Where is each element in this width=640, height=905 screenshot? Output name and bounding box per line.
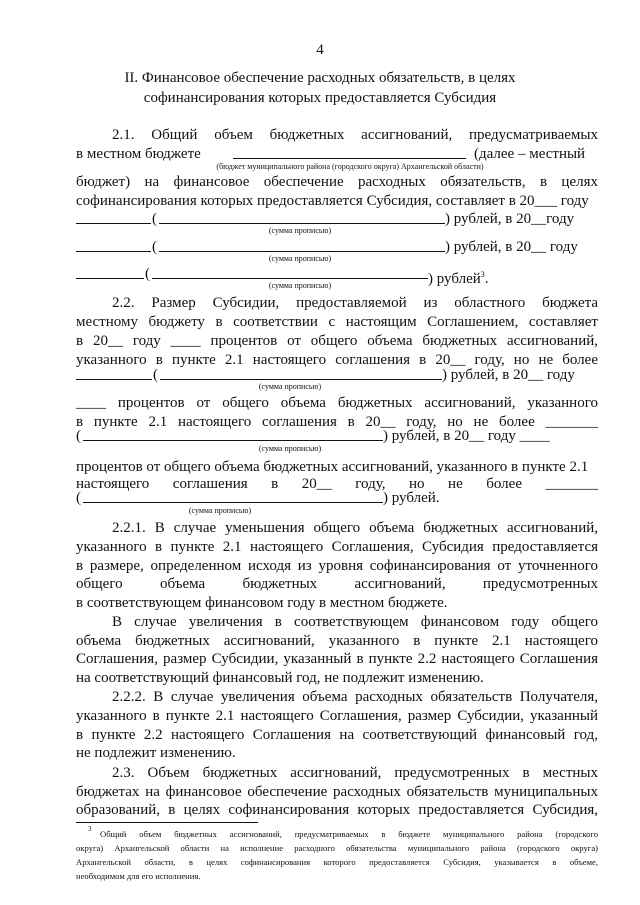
budget-name-blank — [233, 158, 466, 159]
p-incr-line-2: объема бюджетных ассигнований, указанного в пункте 2.1 настоящего — [76, 633, 598, 649]
p21-line-2-suffix: (далее – местный — [474, 146, 586, 162]
amount-caption: (сумма прописью) — [268, 226, 332, 235]
p22-line-7: в пункте 2.1 настоящего соглашения в 20__ году, но не более _______ — [76, 414, 598, 430]
amount-caption: (сумма прописью) — [188, 506, 252, 515]
p22-line-6: ____ процентов от общего объема бюджетных ассигнований, указанного — [76, 395, 598, 411]
p22-line-5-suffix: ) рублей, в 20__ году — [442, 367, 575, 383]
amount-blank — [76, 379, 152, 380]
footnote-ref: 3 — [480, 270, 485, 279]
p23-line-3: образований, в целях софинансирования которых предоставляется Субсидия, — [76, 802, 598, 818]
page-number: 4 — [316, 42, 324, 58]
p22-line-2: местному бюджету в соответствии с настоящим Соглашением, составляет — [76, 314, 598, 330]
p21-line-2-prefix: в местном бюджете — [76, 146, 201, 162]
footnote-mark: 3 — [88, 825, 92, 833]
open-paren: ( — [152, 239, 157, 255]
p222-line-4: не подлежит изменению. — [76, 745, 236, 761]
amount-in-words-blank — [159, 251, 445, 252]
p-incr-line-1: В случае увеличения в соответствующем финансовом году общего — [112, 614, 598, 630]
amount-caption: (сумма прописью) — [258, 444, 322, 453]
open-paren: ( — [145, 266, 150, 282]
open-paren: ( — [76, 428, 81, 444]
footnote-line-1: Общий объем бюджетных ассигнований, предусматриваемых в бюджете муниципального района (городского — [100, 829, 598, 839]
p21-line-1: 2.1. Общий объем бюджетных ассигнований, предусматриваемых — [112, 127, 598, 143]
p21-line-6-suffix: ) рублей, в 20__ году — [445, 239, 578, 255]
p22-line-8-suffix: ) рублей, в 20__ году ____ — [383, 428, 550, 444]
p21-line-7 — [428, 266, 489, 288]
p22-line-10: настоящего соглашения в 20__ году, но не более _______ — [76, 476, 598, 492]
p221-line-1: 2.2.1. В случае уменьшения общего объема бюджетных ассигнований, — [112, 520, 598, 536]
amount-in-words-blank — [83, 502, 383, 503]
amount-caption: (сумма прописью) — [268, 281, 332, 290]
p22-line-3: в 20__ году ____ процентов от общего объема бюджетных ассигнований, — [76, 333, 598, 349]
footnote-separator — [76, 822, 258, 823]
p222-line-3: в пункте 2.2 настоящего Соглашения на соответствующий финансовый год, — [76, 727, 598, 743]
p221-line-3: в размере, определенном исходя из уровня софинансирования от уточненного — [76, 558, 598, 574]
p21-line-5-suffix: ) рублей, в 20__году — [445, 211, 575, 227]
amount-caption: (сумма прописью) — [268, 254, 332, 263]
section-title-line-2: софинансирования которых предоставляется Субсидия — [143, 90, 497, 106]
p21-line-3: бюджет) на финансовое обеспечение расходных обязательств, в целях — [76, 174, 598, 190]
p22-line-11-suffix: ) рублей. — [383, 490, 440, 506]
footnote-line-4: необходимом для его исполнения. — [76, 871, 201, 881]
p22-line-4: указанного в пункте 2.1 настоящего соглашения в 20__ году, но не более — [76, 352, 598, 368]
p23-line-2: бюджетах на финансовое обеспечение расходных обязательств муниципальных — [76, 784, 598, 800]
open-paren: ( — [153, 367, 158, 383]
amount-in-words-blank — [160, 379, 442, 380]
amount-in-words-blank — [159, 223, 445, 224]
p222-line-2: указанного в пункте 2.1 настоящего Соглашения, размер Субсидии, указанный — [76, 708, 598, 724]
amount-blank — [76, 278, 144, 279]
amount-blank — [76, 223, 151, 224]
budget-name-caption: (бюджет муниципального района (городского округа) Архангельской области) — [216, 162, 484, 171]
amount-in-words-blank — [83, 440, 383, 441]
p-incr-line-4: на соответствующий финансовый год, не подлежит изменению. — [76, 670, 484, 686]
p23-line-1: 2.3. Объем бюджетных ассигнований, предусмотренных в местных — [112, 765, 598, 781]
amount-blank — [76, 251, 151, 252]
p21-line-7-suffix: ) рублей — [428, 271, 481, 287]
footnote-line-3: Архангельской области, в целях софинансирования которого предоставляется Субсидия, указывается в объеме, — [76, 857, 598, 867]
amount-caption: (сумма прописью) — [258, 382, 322, 391]
open-paren: ( — [152, 211, 157, 227]
p22-line-9: процентов от общего объема бюджетных ассигнований, указанного в пункте 2.1 — [76, 459, 589, 475]
p21-line-4: софинансирования которых предоставляется Субсидия, составляет в 20___ году — [76, 193, 589, 209]
amount-in-words-blank — [152, 278, 428, 279]
p221-line-4: общего объема бюджетных ассигнований, предусмотренных — [76, 576, 598, 592]
p221-line-2: указанного в пункте 2.1 настоящего Соглашения, Субсидия предоставляется — [76, 539, 598, 555]
footnote-line-2: округа) Архангельской области на исполнение расходного обязательства муниципального района (городского округа) — [76, 843, 598, 853]
p222-line-1: 2.2.2. В случае увеличения объема расходных обязательств Получателя, — [112, 689, 598, 705]
p22-line-1: 2.2. Размер Субсидии, предоставляемой из областного бюджета — [112, 295, 598, 311]
period: . — [484, 271, 489, 287]
section-title-line-1: II. Финансовое обеспечение расходных обязательств, в целях — [124, 70, 516, 86]
open-paren: ( — [76, 490, 81, 506]
p-incr-line-3: Соглашения, размер Субсидии, указанный в пункте 2.2 настоящего Соглашения — [76, 651, 598, 667]
p221-line-5: в соответствующем финансовом году в местном бюджете. — [76, 595, 448, 611]
